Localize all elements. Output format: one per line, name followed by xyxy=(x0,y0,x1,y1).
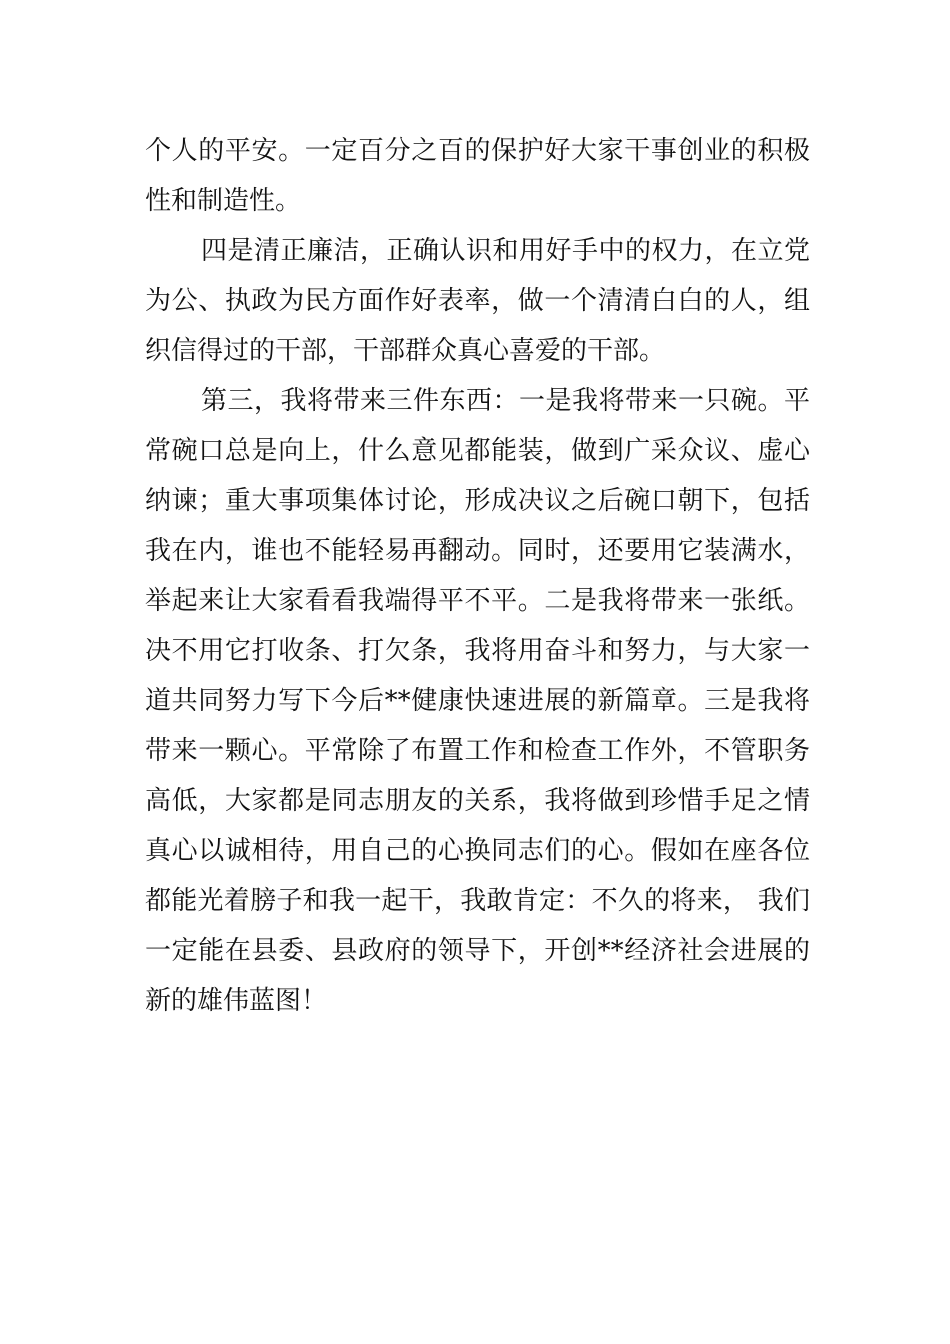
text-line: 为公、执政为民方面作好表率，做一个清清白白的人，组 xyxy=(145,286,810,316)
body-text xyxy=(145,126,810,1026)
paragraph-start-line: 四是清正廉洁，正确认识和用好手中的权力，在立党 xyxy=(201,236,810,266)
text-line: 高低，大家都是同志朋友的关系，我将做到珍惜手足之情 xyxy=(145,786,810,816)
text-line: 一定能在县委、县政府的领导下，开创**经济社会进展的 xyxy=(145,936,810,966)
text-line: 常碗口总是向上，什么意见都能装，做到广采众议、虚心 xyxy=(145,436,810,466)
text-line: 纳谏；重大事项集体讨论，形成决议之后碗口朝下，包括 xyxy=(145,486,810,516)
text-line: 真心以诚相待，用自己的心换同志们的心。假如在座各位 xyxy=(145,836,810,866)
text-line: 新的雄伟蓝图！ xyxy=(145,986,328,1016)
text-line: 举起来让大家看看我端得平不平。二是我将带来一张纸。 xyxy=(145,586,810,616)
text-line: 个人的平安。一定百分之百的保护好大家干事创业的积极 xyxy=(145,136,810,166)
text-line: 决不用它打收条、打欠条，我将用奋斗和努力，与大家一 xyxy=(145,636,810,666)
text-line: 我在内，谁也不能轻易再翻动。同时，还要用它装满水， xyxy=(145,536,810,566)
paragraph-start-line: 第三，我将带来三件东西：一是我将带来一只碗。平 xyxy=(201,386,810,416)
text-line: 都能光着膀子和我一起干，我敢肯定：不久的将来， 我们 xyxy=(145,886,810,916)
text-line: 带来一颗心。平常除了布置工作和检查工作外，不管职务 xyxy=(145,736,810,766)
text-line: 道共同努力写下今后**健康快速进展的新篇章。三是我将 xyxy=(145,686,810,716)
text-line: 织信得过的干部，干部群众真心喜爱的干部。 xyxy=(145,336,666,366)
text-line: 性和制造性。 xyxy=(145,186,302,216)
